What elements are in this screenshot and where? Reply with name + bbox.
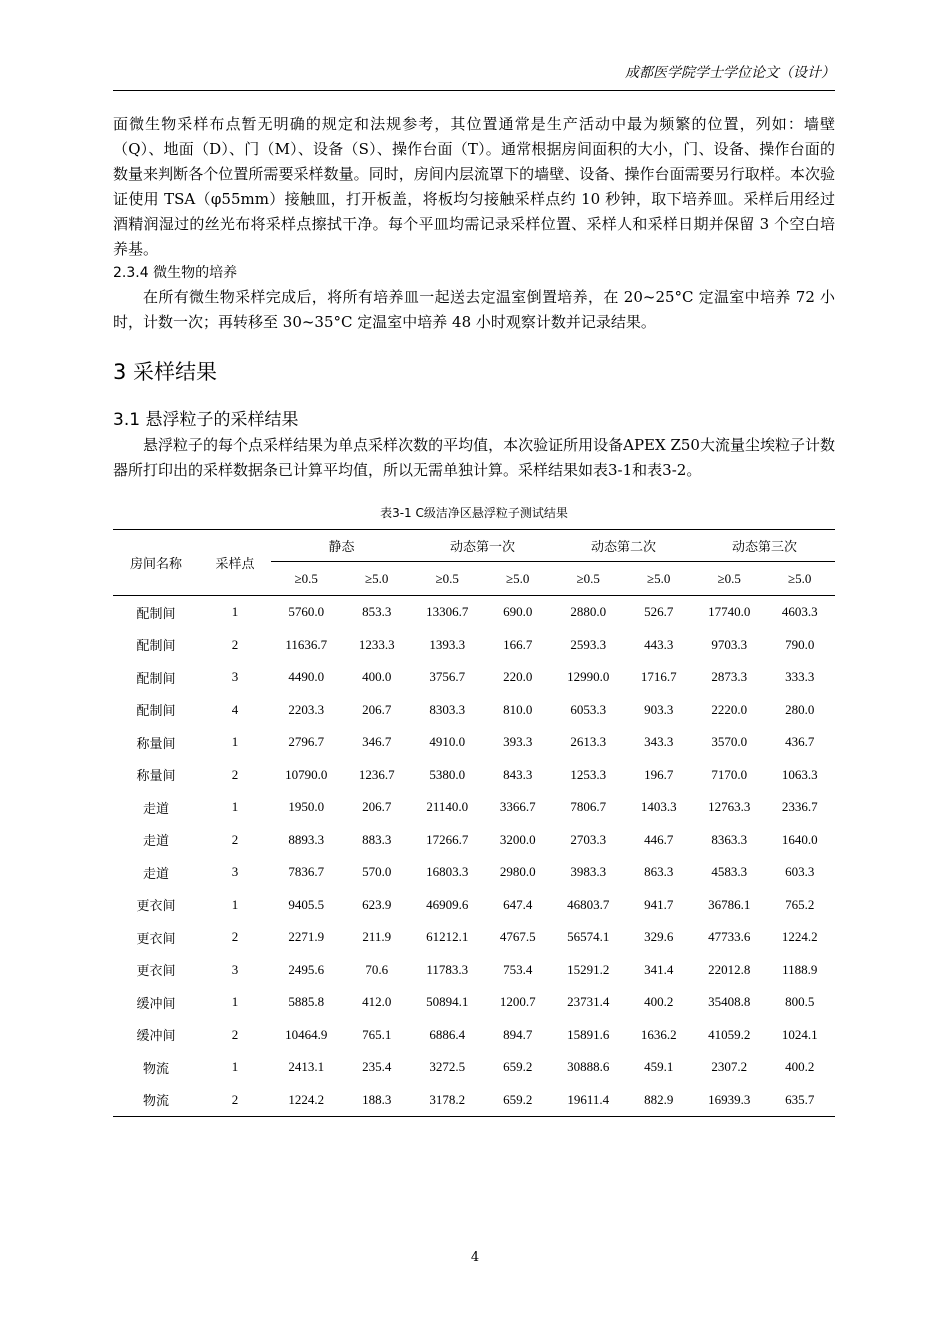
value-cell: 753.4 — [503, 961, 533, 977]
value-cell: 333.3 — [785, 669, 815, 685]
header-group-dynamic-3: 动态第三次 — [694, 530, 835, 562]
room-name-cell: 配制间 — [136, 671, 176, 687]
value-cell: 3178.2 — [412, 1084, 483, 1117]
table-row — [113, 921, 835, 954]
room-name-cell: 称量间 — [136, 769, 176, 785]
sampling-point-cell: 2 — [231, 766, 239, 782]
header-group-static: 静态 — [271, 530, 412, 562]
value-cell: 15891.6 — [567, 1026, 610, 1042]
value-cell: 3272.5 — [429, 1059, 466, 1075]
header-sampling-point: 采样点 — [199, 530, 271, 596]
value-cell: 2495.6 — [288, 961, 325, 977]
value-cell: 526.7 — [644, 604, 674, 620]
value-cell: 12763.3 — [708, 799, 751, 815]
value-cell: 11636.7 — [285, 636, 328, 652]
sampling-point-cell: 1 — [231, 799, 239, 815]
value-cell: 4910.0 — [429, 734, 466, 750]
intro-paragraph: 面微生物采样布点暂无明确的规定和法规参考，其位置通常是生产活动中最为频繁的位置，列如：墙壁（Q）、地面（D）、门（M）、设备（S）、操作台面（T）。通常根据房间面积的大小，门、设备、操作台面的数量来判断各个位置所需要采样数量。同时，房间内层流罩下的墙壁、设备、操作台面需要另行取样。本次验证使用 TSA（φ55mm）接触皿，打开板盖，将板均匀接触采样点约 10 秒钟，取下培养皿。采样后用经过酒精润湿过的丝光布将采样点擦拭干净。每个平皿均需记录采样位置、采样人和采样日期并保留 3 个空白培养基。 — [113, 115, 835, 258]
value-cell: 46909.6 — [426, 896, 469, 912]
subheader-cell: ≥0.5 — [694, 562, 765, 596]
value-cell: 2203.3 — [288, 701, 325, 717]
value-cell: 635.7 — [765, 1084, 836, 1117]
value-cell: 2220.0 — [711, 701, 748, 717]
value-cell: 863.3 — [644, 864, 674, 880]
value-cell: 166.7 — [503, 636, 533, 652]
value-cell: 1636.2 — [640, 1026, 677, 1042]
value-cell: 1233.3 — [358, 636, 395, 652]
value-cell: 853.3 — [362, 604, 392, 620]
value-cell: 623.9 — [362, 896, 392, 912]
value-cell: 12990.0 — [567, 669, 610, 685]
value-cell: 4603.3 — [781, 604, 818, 620]
value-cell: 1403.3 — [640, 799, 677, 815]
value-cell: 2613.3 — [570, 734, 607, 750]
section-2-3-4-heading: 2.3.4 微生物的培养 — [113, 265, 238, 281]
value-cell: 2880.0 — [570, 604, 607, 620]
page-header: 成都医学院学士学位论文（设计） — [625, 65, 835, 81]
value-cell: 443.3 — [644, 636, 674, 652]
value-cell: 21140.0 — [426, 799, 469, 815]
room-name-cell: 走道 — [142, 834, 169, 850]
sampling-point-cell: 2 — [231, 831, 239, 847]
section-3-1-heading: 3.1 悬浮粒子的采样结果 — [113, 410, 299, 430]
value-cell: 22012.8 — [708, 961, 751, 977]
value-cell: 16939.3 — [694, 1084, 765, 1117]
value-cell: 36786.1 — [708, 896, 751, 912]
sampling-point-cell: 2 — [231, 929, 239, 945]
value-cell: 4767.5 — [499, 929, 536, 945]
room-name-cell: 配制间 — [136, 606, 176, 622]
header-rule — [113, 90, 835, 91]
sampling-point-cell: 1 — [231, 734, 239, 750]
value-cell: 206.7 — [362, 701, 392, 717]
value-cell: 188.3 — [342, 1084, 413, 1117]
value-cell: 10464.9 — [285, 1026, 328, 1042]
value-cell: 1063.3 — [781, 766, 818, 782]
value-cell: 235.4 — [362, 1059, 392, 1075]
room-name-cell: 物流 — [113, 1084, 199, 1117]
value-cell: 50894.1 — [426, 994, 469, 1010]
table-row — [113, 726, 835, 759]
value-cell: 5380.0 — [429, 766, 466, 782]
header-group-dynamic-2: 动态第二次 — [553, 530, 694, 562]
value-cell: 1188.9 — [782, 961, 818, 977]
value-cell: 883.3 — [362, 831, 392, 847]
value-cell: 2413.1 — [288, 1059, 325, 1075]
sampling-point-cell: 1 — [231, 896, 239, 912]
value-cell: 196.7 — [644, 766, 674, 782]
value-cell: 9405.5 — [288, 896, 325, 912]
table-body — [113, 596, 835, 1117]
table-caption: 表3-1 C级洁净区悬浮粒子测试结果 — [380, 506, 568, 520]
table-row — [113, 791, 835, 824]
room-name-cell: 缓冲间 — [136, 996, 176, 1012]
table-row — [113, 596, 835, 629]
value-cell: 7836.7 — [288, 864, 325, 880]
value-cell: 11783.3 — [426, 961, 469, 977]
subheader-cell: ≥5.0 — [624, 562, 695, 596]
value-cell: 10790.0 — [285, 766, 328, 782]
value-cell: 903.3 — [644, 701, 674, 717]
value-cell: 35408.8 — [708, 994, 751, 1010]
room-name-cell: 配制间 — [136, 639, 176, 655]
value-cell: 5885.8 — [288, 994, 325, 1010]
sampling-point-cell: 2 — [231, 1026, 239, 1042]
subheader-cell: ≥5.0 — [483, 562, 554, 596]
sampling-point-cell: 4 — [231, 701, 239, 717]
value-cell: 211.9 — [362, 929, 392, 945]
value-cell: 843.3 — [503, 766, 533, 782]
page-content — [113, 112, 835, 1117]
particle-results-table — [113, 529, 835, 1117]
value-cell: 343.3 — [644, 734, 674, 750]
value-cell: 220.0 — [503, 669, 533, 685]
value-cell: 436.7 — [785, 734, 815, 750]
value-cell: 17266.7 — [426, 831, 469, 847]
value-cell: 603.3 — [785, 864, 815, 880]
table-row — [113, 759, 835, 792]
value-cell: 690.0 — [503, 604, 533, 620]
value-cell: 280.0 — [785, 701, 815, 717]
value-cell: 70.6 — [365, 961, 389, 977]
value-cell: 647.4 — [503, 896, 533, 912]
header-group-dynamic-1: 动态第一次 — [412, 530, 553, 562]
value-cell: 5760.0 — [288, 604, 325, 620]
value-cell: 765.1 — [362, 1026, 392, 1042]
value-cell: 2271.9 — [288, 929, 325, 945]
value-cell: 810.0 — [503, 701, 533, 717]
room-name-cell: 走道 — [142, 801, 169, 817]
value-cell: 23731.4 — [567, 994, 610, 1010]
value-cell: 459.1 — [644, 1059, 674, 1075]
table-row — [113, 986, 835, 1019]
value-cell: 400.0 — [362, 669, 392, 685]
value-cell: 13306.7 — [426, 604, 469, 620]
value-cell: 2336.7 — [781, 799, 818, 815]
value-cell: 346.7 — [362, 734, 392, 750]
sampling-point-cell: 1 — [231, 1059, 239, 1075]
sampling-point-cell: 3 — [231, 961, 239, 977]
value-cell: 2703.3 — [570, 831, 607, 847]
value-cell: 393.3 — [503, 734, 533, 750]
value-cell: 1224.2 — [271, 1084, 342, 1117]
value-cell: 882.9 — [624, 1084, 695, 1117]
subheader-cell: ≥0.5 — [271, 562, 342, 596]
value-cell: 46803.7 — [567, 896, 610, 912]
value-cell: 4490.0 — [288, 669, 325, 685]
room-name-cell: 更衣间 — [136, 964, 176, 980]
table-row — [113, 1019, 835, 1052]
subheader-cell: ≥0.5 — [412, 562, 483, 596]
value-cell: 17740.0 — [708, 604, 751, 620]
value-cell: 6053.3 — [570, 701, 607, 717]
value-cell: 3756.7 — [429, 669, 466, 685]
page-number: 4 — [470, 1250, 480, 1265]
value-cell: 19611.4 — [553, 1084, 624, 1117]
value-cell: 3983.3 — [570, 864, 607, 880]
section-3-heading: 3 采样结果 — [113, 360, 218, 384]
value-cell: 8893.3 — [288, 831, 325, 847]
room-name-cell: 走道 — [142, 866, 169, 882]
value-cell: 400.2 — [644, 994, 674, 1010]
value-cell: 329.6 — [644, 929, 674, 945]
value-cell: 2796.7 — [288, 734, 325, 750]
section-3-1-paragraph: 悬浮粒子的每个点采样结果为单点采样次数的平均值，本次验证所用设备APEX Z50大流量尘埃粒子计数器所打印出的采样数据条已计算平均值，所以无需单独计算。采样结果如表3-1和表3-2。 — [113, 436, 835, 479]
table-row — [113, 856, 835, 889]
section-2-3-4-paragraph: 在所有微生物采样完成后，将所有培养皿一起送去定温室倒置培养，在 20~25°C 定温室中培养 72 小时，计数一次；再转移至 30~35°C 定温室中培养 48 小时观察计数并记录结果。 — [113, 288, 835, 331]
value-cell: 4583.3 — [711, 864, 748, 880]
room-name-cell: 称量间 — [136, 736, 176, 752]
value-cell: 9703.3 — [711, 636, 748, 652]
value-cell: 2307.2 — [711, 1059, 748, 1075]
value-cell: 1950.0 — [288, 799, 325, 815]
value-cell: 1200.7 — [499, 994, 536, 1010]
value-cell: 1253.3 — [570, 766, 607, 782]
value-cell: 1716.7 — [640, 669, 677, 685]
room-name-cell: 配制间 — [136, 704, 176, 720]
value-cell: 1024.1 — [781, 1026, 818, 1042]
value-cell: 790.0 — [785, 636, 815, 652]
room-name-cell: 更衣间 — [136, 931, 176, 947]
room-name-cell: 更衣间 — [136, 899, 176, 915]
value-cell: 7170.0 — [711, 766, 748, 782]
value-cell: 8363.3 — [711, 831, 748, 847]
value-cell: 894.7 — [503, 1026, 533, 1042]
table-row — [113, 824, 835, 857]
value-cell: 2873.3 — [711, 669, 748, 685]
value-cell: 800.5 — [785, 994, 815, 1010]
value-cell: 30888.6 — [567, 1059, 610, 1075]
table-row — [113, 661, 835, 694]
value-cell: 3570.0 — [711, 734, 748, 750]
value-cell: 7806.7 — [570, 799, 607, 815]
table-row — [113, 954, 835, 987]
value-cell: 3366.7 — [499, 799, 536, 815]
sampling-point-cell: 3 — [231, 669, 239, 685]
value-cell: 15291.2 — [567, 961, 610, 977]
value-cell: 1393.3 — [429, 636, 466, 652]
value-cell: 1640.0 — [781, 831, 818, 847]
room-name-cell: 物流 — [142, 1061, 169, 1077]
value-cell: 8303.3 — [429, 701, 466, 717]
value-cell: 400.2 — [785, 1059, 815, 1075]
sampling-point-cell: 1 — [231, 994, 239, 1010]
value-cell: 47733.6 — [708, 929, 751, 945]
table-row — [113, 889, 835, 922]
value-cell: 659.2 — [503, 1059, 533, 1075]
value-cell: 206.7 — [362, 799, 392, 815]
value-cell: 61212.1 — [426, 929, 469, 945]
value-cell: 765.2 — [785, 896, 815, 912]
subheader-cell: ≥0.5 — [553, 562, 624, 596]
value-cell: 6886.4 — [429, 1026, 466, 1042]
table-row — [113, 629, 835, 662]
value-cell: 412.0 — [362, 994, 392, 1010]
table-row — [113, 694, 835, 727]
sampling-point-cell: 2 — [199, 1084, 271, 1117]
header-room-name: 房间名称 — [113, 530, 199, 596]
value-cell: 2593.3 — [570, 636, 607, 652]
value-cell: 570.0 — [362, 864, 392, 880]
table-row — [113, 1084, 835, 1117]
subheader-cell: ≥5.0 — [342, 562, 413, 596]
value-cell: 1236.7 — [358, 766, 395, 782]
value-cell: 659.2 — [483, 1084, 554, 1117]
value-cell: 341.4 — [644, 961, 674, 977]
sampling-point-cell: 1 — [231, 604, 239, 620]
value-cell: 16803.3 — [426, 864, 469, 880]
value-cell: 56574.1 — [567, 929, 610, 945]
subheader-cell: ≥5.0 — [765, 562, 836, 596]
sampling-point-cell: 2 — [231, 636, 239, 652]
value-cell: 2980.0 — [499, 864, 536, 880]
sampling-point-cell: 3 — [231, 864, 239, 880]
value-cell: 1224.2 — [781, 929, 818, 945]
value-cell: 941.7 — [644, 896, 674, 912]
room-name-cell: 缓冲间 — [136, 1029, 176, 1045]
value-cell: 446.7 — [644, 831, 674, 847]
table-row — [113, 1051, 835, 1084]
value-cell: 41059.2 — [708, 1026, 751, 1042]
value-cell: 3200.0 — [499, 831, 536, 847]
